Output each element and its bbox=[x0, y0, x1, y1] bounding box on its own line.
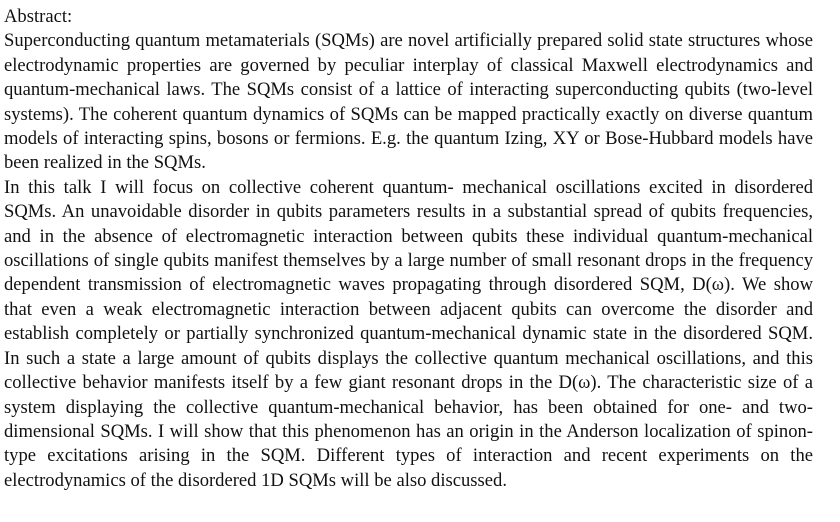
abstract-heading: Abstract: bbox=[4, 6, 73, 27]
abstract-paragraph-2: In this talk I will focus on collective coherent quantum- mechanical oscillations excited in disordered SQMs. An unavoidable disorder in qubits parameters results in a substantial spread of qubits frequencies, and in the absence of electromagnetic interaction between qubits these individual quantum-mechanical oscillations of single qubits manifest themselves by a large number of small resonant drops in the frequency dependent transmission of electromagnetic waves propagating through disordered SQM, D(ω). We show that even a weak electromagnetic interaction between adjacent qubits can overcome the disorder and establish completely or partially synchronized quantum-mechanical dynamic state in the disordered SQM. In such a state a large amount of qubits displays the collective quantum mechanical oscillations, and this collective behavior manifests itself by a few giant resonant drops in the D(ω). The characteristic size of a system displaying the collective quantum-mechanical behavior, has been obtained for one- and two-dimensional SQMs. I will show that this phenomenon has an origin in the Anderson localization of spinon-type excitations arising in the SQM. Different types of interaction and recent experiments on the electrodynamics of the disordered 1D SQMs will be also discussed. bbox=[4, 176, 813, 491]
abstract-document bbox=[4, 5, 813, 493]
abstract-paragraph-1: Superconducting quantum metamaterials (SQMs) are novel artificially prepared solid state structures whose electrodynamic properties are governed by peculiar interplay of classical Maxwell electrodynamics and quantum-mechanical laws. The SQMs consist of a lattice of interacting superconducting qubits (two-level systems). The coherent quantum dynamics of SQMs can be mapped practically exactly on diverse quantum models of interacting spins, bosons or fermions. E.g. the quantum Izing, XY or Bose-Hubbard models have been realized in the SQMs. bbox=[4, 30, 813, 174]
